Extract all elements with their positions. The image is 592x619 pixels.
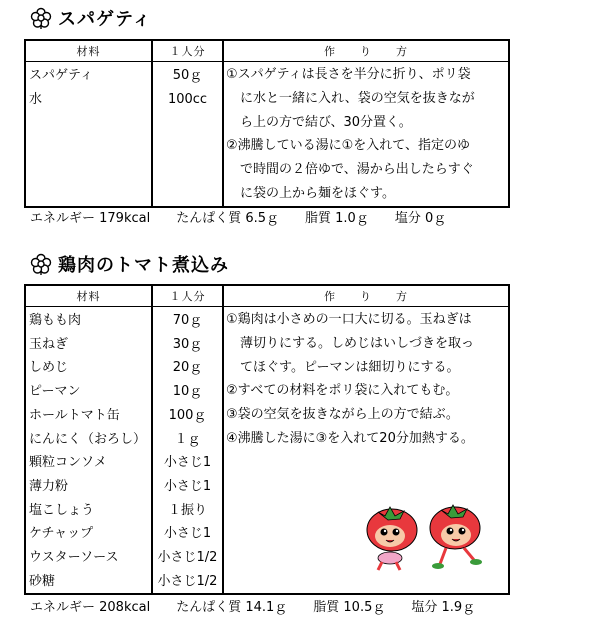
- ingredient-qty: 30ｇ: [172, 336, 203, 352]
- ingredient-column: [25, 307, 152, 595]
- tomato-mascot-right: [430, 505, 482, 569]
- header-ingredient: 材料: [25, 285, 152, 307]
- recipe-title: 鶏肉のトマト煮込み: [58, 255, 229, 276]
- method-line: ②沸騰している湯に①を入れて、指定のゆ: [226, 138, 471, 154]
- ingredient-qty: 小さじ1/2: [157, 550, 218, 566]
- ingredient-name: 鶏もも肉: [29, 313, 82, 328]
- ingredient-qty: 10ｇ: [172, 384, 203, 400]
- ingredient-qty: １振り: [167, 502, 207, 518]
- ingredient-name: スパゲティ: [29, 68, 93, 83]
- header-quantity: １人分: [152, 40, 223, 62]
- recipe-2-heading: [30, 251, 229, 277]
- ingredient-qty: 20ｇ: [172, 360, 203, 376]
- method-line: ④沸騰した湯に③を入れて20分加熱する。: [226, 430, 474, 446]
- header-ingredient: 材料: [25, 40, 152, 62]
- nutrition-info: エネルギー 208kcal たんぱく質 14.1ｇ 脂質 10.5ｇ 塩分 1.9ｇ: [30, 600, 476, 615]
- header-quantity: １人分: [152, 285, 223, 307]
- ingredient-name: にんにく（おろし）: [29, 431, 147, 447]
- ingredient-qty: 50ｇ: [172, 68, 203, 83]
- tomato-mascot-left: [367, 507, 417, 570]
- ingredient-name: 砂糖: [29, 573, 56, 589]
- ingredient-qty: 小さじ1: [163, 526, 212, 542]
- ingredient-name: 塩こしょう: [29, 502, 95, 518]
- ingredient-name: 玉ねぎ: [29, 336, 69, 352]
- tomato-mascot-illustration: [360, 498, 490, 573]
- ingredient-qty: １ｇ: [174, 431, 201, 447]
- method-line: に水と一緒に入れ、袋の空気を抜きなが: [240, 90, 475, 106]
- ingredient-qty: 小さじ1: [163, 455, 212, 471]
- header-method: 作 り 方: [223, 40, 509, 62]
- flower-icon: [30, 7, 52, 29]
- quantity-column: [152, 62, 223, 207]
- nutrition-info: エネルギー 179kcal たんぱく質 6.5ｇ 脂質 1.0ｇ 塩分 0ｇ: [30, 211, 447, 226]
- method-line: に袋の上から麺をほぐす。: [240, 185, 395, 201]
- ingredient-qty: 100ｇ: [168, 407, 207, 423]
- ingredient-name: ピーマン: [29, 384, 81, 400]
- quantity-column: [152, 307, 223, 595]
- method-line: 薄切りにする。しめじはいしづきを取っ: [240, 335, 475, 351]
- method-column: [223, 62, 509, 207]
- method-line: ②すべての材料をポリ袋に入れてもむ。: [226, 383, 459, 399]
- ingredient-name: 薄力粉: [29, 478, 69, 494]
- ingredient-name: ホールトマト缶: [29, 407, 120, 423]
- method-line: ③袋の空気を抜きながら上の方で結ぶ。: [226, 407, 459, 423]
- ingredient-column: [25, 62, 152, 207]
- ingredient-qty: 小さじ1/2: [157, 573, 218, 589]
- flower-icon: [30, 253, 52, 275]
- method-line: ①鶏肉は小さめの一口大に切る。玉ねぎは: [226, 312, 472, 327]
- ingredient-name: 水: [29, 92, 43, 107]
- ingredient-qty: 小さじ1: [163, 478, 212, 494]
- ingredient-name: ケチャップ: [29, 526, 94, 542]
- header-method: 作 り 方: [223, 285, 509, 307]
- recipe-1-table: [24, 39, 510, 208]
- ingredient-qty: 100cc: [167, 92, 208, 107]
- ingredient-name: しめじ: [29, 360, 69, 376]
- ingredient-name: 顆粒コンソメ: [29, 455, 107, 471]
- ingredient-qty: 70ｇ: [172, 313, 203, 328]
- ingredient-name: ウスターソース: [29, 550, 119, 566]
- recipe-1-heading: [30, 5, 152, 31]
- method-line: てほぐす。ピーマンは細切りにする。: [240, 359, 460, 375]
- method-line: で時間の２倍ゆで、湯から出したらすぐ: [240, 162, 474, 178]
- method-line: ①スパゲティは長さを半分に折り、ポリ袋: [226, 67, 471, 82]
- method-line: ら上の方で結び、30分置く。: [240, 114, 412, 130]
- recipe-title: スパゲティ: [58, 9, 152, 30]
